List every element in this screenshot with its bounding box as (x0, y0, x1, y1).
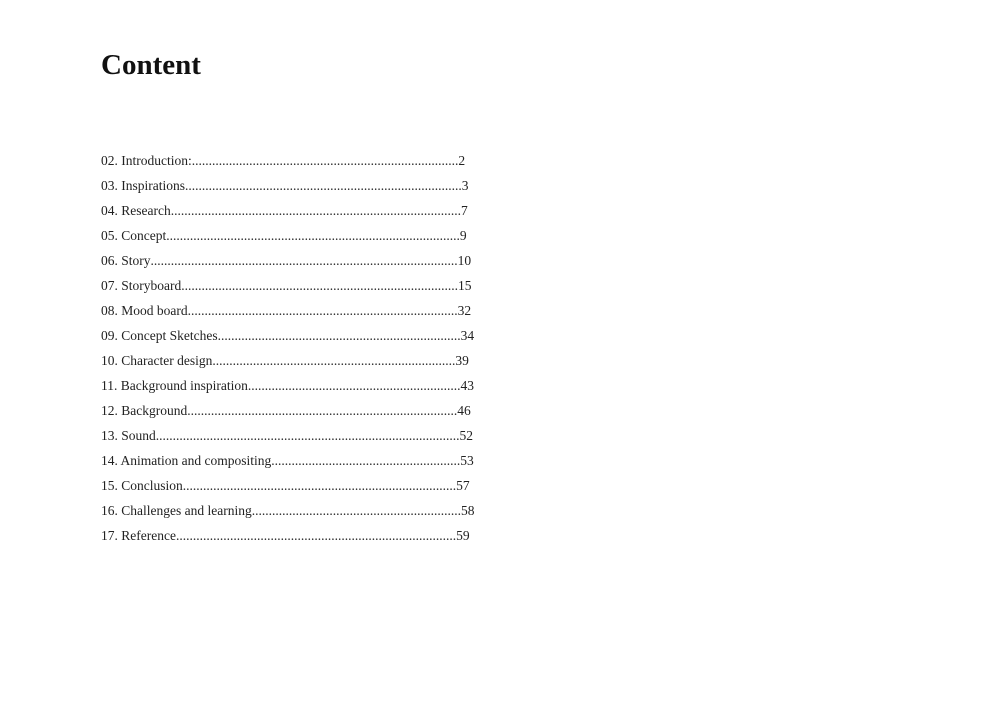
toc-entry-label: 15. Conclusion (101, 478, 183, 493)
toc-entry-label: 14. Animation and compositing (101, 453, 272, 468)
toc-dot-leader: .......................................................................................... (155, 428, 460, 443)
toc-entry-label: 04. Research (101, 203, 171, 218)
toc-entry-label: 12. Background (101, 403, 188, 418)
toc-dot-leader: ....................................................................................... (166, 228, 460, 243)
toc-entry-label: 09. Concept Sketches (101, 328, 218, 343)
toc-entry-page-number: 10 (457, 253, 472, 268)
toc-dot-leader: ........................................................................ (212, 353, 456, 368)
toc-entry-label: 11. Background inspiration (101, 378, 248, 393)
toc-entry-label: 17. Reference (101, 528, 176, 543)
toc-entry-background (101, 401, 501, 426)
toc-entry-label: 06. Story (101, 253, 151, 268)
toc-entry-page-number: 7 (460, 203, 468, 218)
toc-entry-conclusion (101, 476, 501, 501)
toc-entry-challenges-and-learning (101, 501, 501, 526)
toc-dot-leader: ........................................................................ (217, 328, 461, 343)
toc-entry-research (101, 201, 501, 226)
toc-entry-page-number: 32 (457, 303, 472, 318)
toc-entry-label: 16. Challenges and learning (101, 503, 252, 518)
toc-entry-page-number: 9 (459, 228, 467, 243)
toc-entry-label: 08. Mood board (101, 303, 188, 318)
toc-entry-label: 02. Introduction: (101, 153, 192, 168)
toc-entry-mood-board (101, 301, 501, 326)
toc-entry-label: 03. Inspirations (101, 178, 185, 193)
toc-dot-leader: ................................................................................... (175, 528, 457, 543)
toc-entry-background-inspiration (101, 376, 501, 401)
toc-entry-concept-sketches (101, 326, 501, 351)
toc-entry-label: 10. Character design (101, 353, 213, 368)
toc-entry-introduction (101, 151, 501, 176)
toc-entry-page-number: 53 (460, 453, 474, 468)
toc-dot-leader: ...................................................................................... (170, 203, 461, 218)
toc-entry-story (101, 251, 501, 276)
toc-entry-page-number: 58 (460, 503, 475, 518)
toc-entry-page-number: 34 (460, 328, 475, 343)
toc-entry-page-number: 3 (461, 178, 469, 193)
toc-entry-character-design (101, 351, 501, 376)
toc-dot-leader: ................................................................................ (187, 303, 458, 318)
toc-entry-page-number: 52 (459, 428, 474, 443)
toc-dot-leader: .............................................................. (251, 503, 461, 518)
toc-entry-label: 07. Storyboard (101, 278, 182, 293)
toc-entry-page-number: 46 (457, 403, 471, 418)
toc-dot-leader: ........................................................ (271, 453, 461, 468)
toc-entry-storyboard (101, 276, 501, 301)
toc-entry-page-number: 59 (456, 528, 470, 543)
toc-entry-sound (101, 426, 501, 451)
page-title: Content (101, 49, 201, 81)
toc-entry-label: 05. Concept (101, 228, 167, 243)
toc-entry-page-number: 43 (460, 378, 474, 393)
table-of-contents (101, 151, 501, 551)
toc-entry-page-number: 2 (458, 153, 466, 168)
toc-dot-leader: ................................................................................ (187, 403, 458, 418)
toc-dot-leader: .................................................................................. (181, 278, 458, 293)
toc-entry-animation-and-compositing (101, 451, 501, 476)
toc-dot-leader: ................................................................................. (182, 478, 457, 493)
toc-entry-page-number: 39 (455, 353, 469, 368)
toc-dot-leader: .................................................................................. (185, 178, 462, 193)
toc-entry-reference (101, 526, 501, 551)
toc-dot-leader: ............................................................................... (191, 153, 459, 168)
toc-dot-leader: ........................................................................................... (150, 253, 458, 268)
toc-entry-label: 13. Sound (101, 428, 156, 443)
toc-entry-page-number: 15 (458, 278, 472, 293)
toc-dot-leader: ............................................................... (247, 378, 461, 393)
toc-entry-concept (101, 226, 501, 251)
toc-entry-page-number: 57 (456, 478, 470, 493)
toc-entry-inspirations (101, 176, 501, 201)
